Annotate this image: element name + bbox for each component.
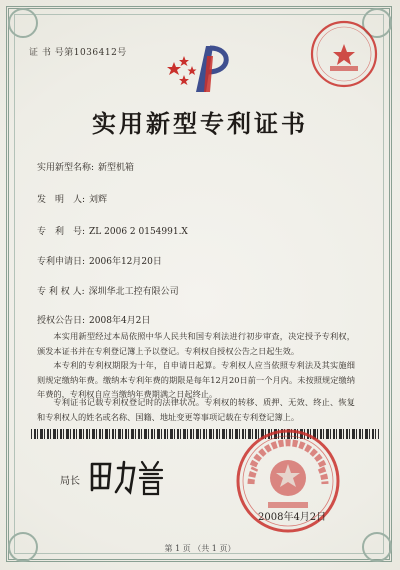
patent-number — [37, 224, 188, 237]
filing-date — [37, 254, 162, 267]
patent-holder — [37, 284, 179, 297]
field-value: 2008年4月2日 — [89, 316, 151, 326]
field-value: 刘辉 — [89, 195, 108, 205]
director-label: 局长 — [60, 476, 80, 487]
certificate-title: 实用新型专利证书 — [92, 109, 308, 138]
field-label: 发 明 人: — [37, 195, 86, 205]
field-label: 授权公告日: — [37, 316, 86, 326]
page-footer: 第 1 页 （共 1 页） — [164, 544, 236, 553]
paragraph-term: 本专利的专利权期限为十年，自申请日起算。专利权人应当依照专利法及其实施细则规定缴纳年费。缴纳本专利年费的期限是每年12月20日前一个月内。未按照规定缴纳年费的，专利权自应当缴纳年费期满之日起终止。 — [37, 360, 355, 400]
director-signature-icon — [86, 454, 166, 498]
field-value: 新型机箱 — [98, 163, 135, 173]
inventor — [37, 192, 107, 205]
utility-model-name — [37, 160, 134, 173]
paragraph-grant: 本实用新型经过本局依照中华人民共和国专利法进行初步审查，决定授予专利权，颁发本证书并在专利登记簿上予以登记。专利权自授权公告之日起生效。 — [37, 331, 355, 356]
paragraph-register: 专利证书记载专利权登记时的法律状况。专利权的转移、质押、无效、终止、恢复和专利权人的姓名或名称、国籍、地址变更等事项记载在专利登记簿上。 — [37, 397, 355, 422]
field-label: 实用新型名称: — [37, 163, 95, 173]
company-seal-icon — [308, 18, 380, 90]
corner-ornament — [8, 8, 38, 38]
field-label: 专 利 权 人: — [37, 287, 85, 297]
field-label: 专 利 号: — [37, 227, 86, 237]
grant-date — [37, 313, 150, 326]
certificate-number: 证 书 号第1036412号 — [29, 48, 127, 58]
field-value: ZL 2006 2 0154991.X — [89, 227, 188, 237]
field-value: 深圳华北工控有限公司 — [88, 287, 179, 297]
patent-office-logo-icon — [166, 42, 236, 94]
seal-date: 2008年4月2日 — [258, 512, 327, 523]
field-label: 专利申请日: — [37, 257, 86, 267]
field-value: 2006年12月20日 — [89, 257, 162, 267]
